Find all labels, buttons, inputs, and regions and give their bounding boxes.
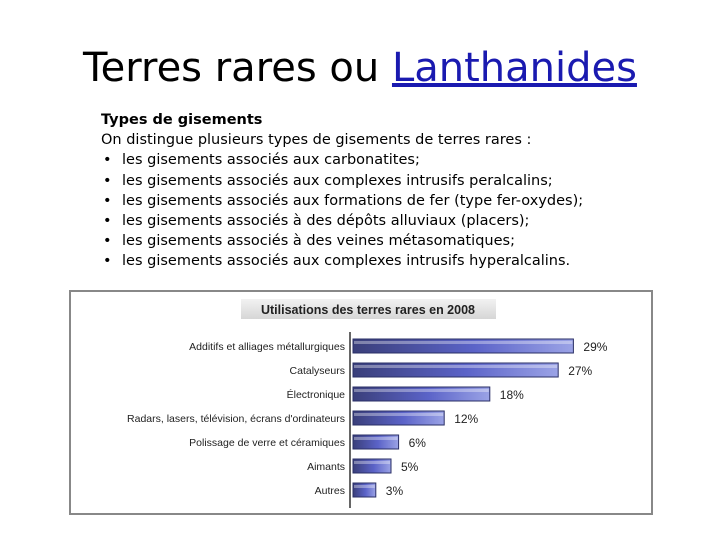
list-item-text: les gisements associés à des dépôts alluviaux (placers);: [122, 213, 530, 230]
value-label: 12%: [454, 412, 479, 426]
chart-title: Utilisations des terres rares en 2008: [260, 303, 476, 317]
bullet-icon: •: [103, 233, 112, 250]
category-label: Autres: [314, 485, 345, 497]
category-label: Aimants: [307, 461, 345, 473]
intro-text: On distingue plusieurs types de gisements de terres rares :: [101, 132, 532, 149]
list-item-text: les gisements associés aux complexes intrusifs hyperalcalins.: [122, 253, 571, 270]
slide-title-prefix: Terres rares ou: [83, 45, 392, 91]
list-item: [101, 251, 701, 271]
bar-highlight: [354, 437, 398, 440]
value-label: 27%: [568, 364, 593, 378]
list-item: [101, 171, 701, 191]
bullet-icon: •: [103, 152, 112, 169]
list-item: [101, 211, 701, 231]
bullet-icon: •: [103, 213, 112, 230]
list-item-text: les gisements associés aux formations de fer (type fer-oxydes);: [122, 192, 584, 209]
rare-earth-uses-chart: [69, 290, 653, 515]
lanthanides-link[interactable]: Lanthanides: [391, 45, 637, 91]
category-label: Catalyseurs: [289, 365, 345, 377]
list-item: [101, 150, 701, 170]
bar-highlight: [354, 365, 557, 368]
value-label: 18%: [499, 388, 524, 402]
value-label: 5%: [401, 460, 419, 474]
list-item-text: les gisements associés aux complexes intrusifs peralcalins;: [122, 172, 553, 189]
list-item-text: les gisements associés aux carbonatites;: [122, 152, 420, 169]
category-label: Polissage de verre et céramiques: [189, 437, 345, 449]
list-item: [101, 231, 701, 251]
section-heading: Types de gisements: [101, 112, 263, 128]
chart-canvas: [71, 292, 651, 513]
value-label: 6%: [408, 436, 426, 450]
category-label: Additifs et alliages métallurgiques: [189, 341, 345, 353]
value-label: 29%: [583, 340, 608, 354]
bullet-icon: •: [103, 192, 112, 209]
bar-highlight: [354, 461, 390, 464]
bar-highlight: [354, 389, 489, 392]
bullet-icon: •: [103, 172, 112, 189]
bar-highlight: [354, 341, 572, 344]
value-label: 3%: [385, 484, 404, 498]
slide-body: [101, 110, 701, 272]
bar-highlight: [354, 485, 375, 488]
slide-title: [0, 40, 720, 96]
bar-highlight: [354, 413, 443, 416]
category-label: Radars, lasers, télévision, écrans d'ordinateurs: [127, 413, 345, 425]
bullet-icon: •: [103, 253, 112, 270]
category-label: Électronique: [286, 389, 345, 401]
deposit-types-list: [101, 150, 701, 271]
list-item-text: les gisements associés à des veines métasomatiques;: [122, 233, 515, 250]
list-item: [101, 191, 701, 211]
